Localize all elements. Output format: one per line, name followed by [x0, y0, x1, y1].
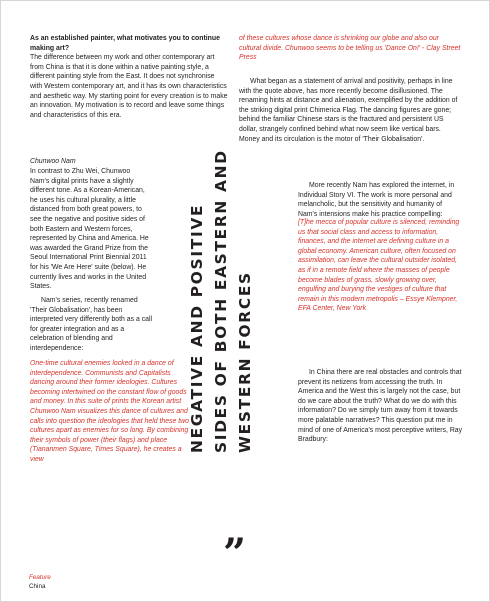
red-quote-continuation: of these cultures whose dance is shrinking our globe and also our cultural divide. Chunwoo seems to be telling us 'Dance On!' - Clay Street Press: [239, 35, 461, 62]
artist-bio: In contrast to Zhu Wei, Chunwoo Nam's digital prints have a slightly different tone. As a Korean-American, he uses his cultural plurality, a little distanced from both great powers, to see the negative and positive sides of both Eastern and Western forces, represented by China and America. He was awarded the Grand Prize from the Seoul International Print Biennial 2011 for his 'We Are Here' suite (below). He currently lives and works in the United States.: [30, 168, 149, 291]
artist-subheading: Chunwoo Nam: [30, 158, 76, 165]
paragraph-what-began: What began as a statement of arrival and positivity, perhaps in line with the quote above, has more recently become disillusioned. The renaming hints at distance and alienation, exemplified by the addition of the striking digital print Chimerica Flag. The dancing figures are gone; behind the familiar Chinese stars is the fractured and persistent US dollar, strangely confined behind what now seem like vertical bars. Money and its circulation is the motor of 'Their Globalisation'.: [239, 78, 458, 143]
closing-quote-mark: ”: [223, 530, 247, 577]
paragraph-china: In China there are real obstacles and controls that prevent its netizens from accessing the truth. In America and the West this is largely not the case, but do we care about the truth? What do we do with this information? Do we simply turn away from it towards more palatable narratives? This question put me in mind of one of America's most perceptive writers, Ray Bradbury:: [298, 369, 463, 444]
pull-quote-line-2: SIDES OF BOTH EASTERN AND: [212, 149, 230, 453]
series-paragraph: Nam's series, recently renamed 'Their Globalisation', has been interpreted very differently both as a call for greater integration and as a celebration of blending and interdependence:: [30, 297, 153, 352]
interview-block: [30, 34, 228, 120]
paragraph-more-recently: More recently Nam has explored the internet, in Individual Story VI. The work is more personal and melancholic, but the sensitivity and humanity of Nam's intensions make his practice compelling:: [298, 182, 455, 218]
red-quote-klempner-text: [T]he mecca of popular culture is silenced, reminding us that social class and access to information, finances, and the internet are defining culture in a global economy. American culture, often focused on assimilation, can leave the cultural outsider isolated, as if in a remote field where the masses of people become blades of grass, slowly growing over, engulfing and burying the vestiges of culture that remain in this modern metropolis: [298, 219, 460, 303]
pull-quote: [185, 149, 257, 453]
pull-quote-line-1: NEGATIVE AND POSITIVE: [188, 203, 206, 453]
red-quote-klempner: [298, 218, 463, 314]
footer-subsection: China: [29, 582, 46, 590]
page-footer: [29, 574, 51, 591]
red-quote-clay-street: One-time cultural enemies locked in a dance of interdependence. Communists and Capitalists dancing around their former ideologies. Cultures becoming intertwined on the constant flow of goods and money. In this suite of prints the Korean artist Chunwoo Nam visualizes this dance of cultures and calls into question the ideologies that held these two cultures apart as enemies for so long. By combining their symbols of power (their flags) and place (Tiananmen Square, Times Square), he creates a view: [30, 360, 189, 463]
interview-answer: The difference between my work and other contemporary art from China is that it is done within a native painting style, a different painting style from the East. It does not synchronise with Western contemporary art, and it has its own characteristics and aesthetic way. My starting point for every creation is to make an innovation. My motivation is to record and leave some things and characteristics of this era.: [30, 54, 228, 119]
pull-quote-line-3: WESTERN FORCES: [236, 271, 254, 453]
footer-section: Feature: [29, 574, 51, 581]
red-quote-klempner-source: – Essye Klempner, EFA Center, New York: [298, 295, 458, 313]
interview-question: As an established painter, what motivates you to continue making art?: [30, 35, 220, 52]
